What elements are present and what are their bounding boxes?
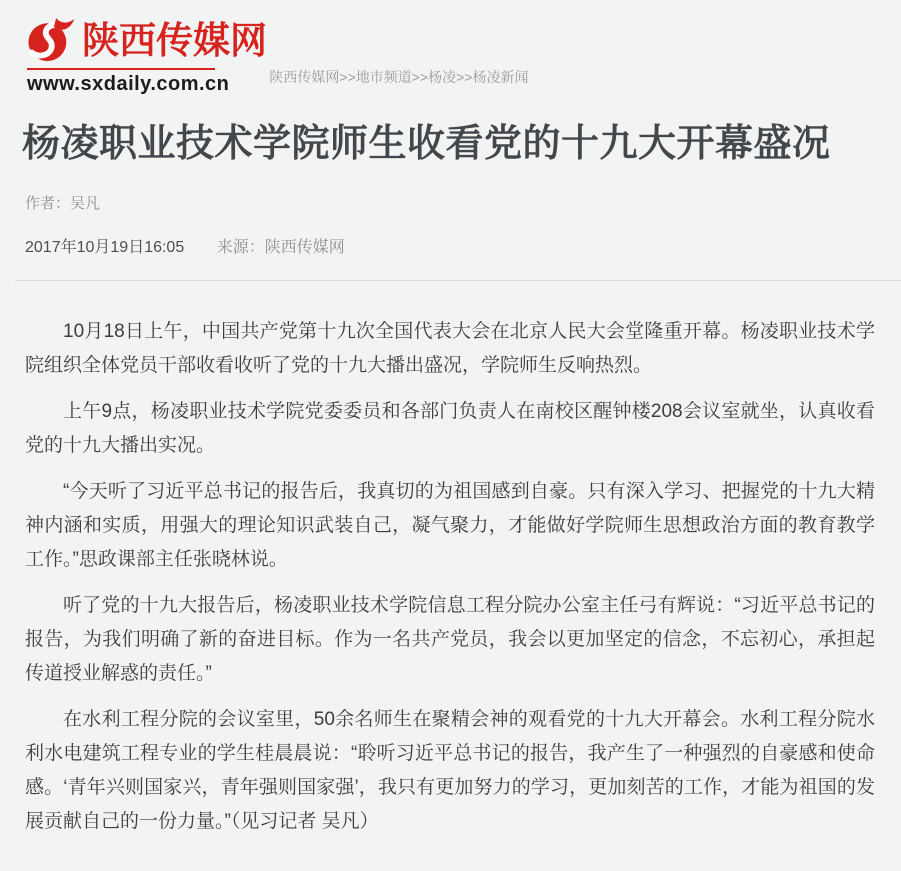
site-logo[interactable]: [27, 16, 267, 96]
article-meta: [25, 234, 901, 257]
publish-time: 2017年10月19日16:05: [25, 238, 185, 256]
article-paragraph: 在水利工程分院的会议室里，50余名师生在聚精会神的观看党的十九大开幕会。水利工程分院水利水电建筑工程专业的学生桂晨晨说：“聆听习近平总书记的报告，我产生了一种强烈的自豪感和使命感。‘青年兴则国家兴，青年强则国家强’，我只有更加努力的学习，更加刻苦的工作，才能为祖国的发展贡献自己的一份力量。”（见习记者 吴凡）: [25, 708, 875, 832]
breadcrumb[interactable]: 陕西传媒网>>地市频道>>杨凌>>杨凌新闻: [269, 69, 529, 85]
site-url: www.sxdaily.com.cn: [27, 73, 230, 95]
article-paragraph: “今天听了习近平总书记的报告后，我真切的为祖国感到自豪。只有深入学习、把握党的十九大精神内涵和实质，用强大的理论知识武装自己，凝气聚力，才能做好学院师生思想政治方面的教育教学工作。”思政课部主任张晓林说。: [25, 480, 875, 570]
site-logo-top: [27, 16, 267, 70]
site-header: [0, 0, 901, 96]
article-author: 作者：吴凡: [25, 194, 101, 212]
site-name: 陕西传媒网: [82, 19, 267, 61]
article-title: 杨凌职业技术学院师生收看党的十九大开幕盛况: [22, 123, 831, 165]
article-paragraph: 上午9点，杨凌职业技术学院党委委员和各部门负责人在南校区醒钟楼208会议室就坐，认真收看党的十九大播出实况。: [25, 400, 875, 456]
sxdaily-logo-icon: [27, 16, 75, 64]
article-source: 来源：陕西传媒网: [216, 238, 345, 256]
article-paragraph: 听了党的十九大报告后，杨凌职业技术学院信息工程分院办公室主任弓有辉说：“习近平总书记的报告，为我们明确了新的奋进目标。作为一名共产党员，我会以更加坚定的信念，不忘初心，承担起传道授业解惑的责任。”: [25, 594, 875, 684]
article-body: [0, 281, 901, 871]
article-paragraph: 10月18日上午，中国共产党第十九次全国代表大会在北京人民大会堂隆重开幕。杨凌职业技术学院组织全体党员干部收看收听了党的十九大播出盛况，学院师生反响热烈。: [25, 320, 875, 376]
